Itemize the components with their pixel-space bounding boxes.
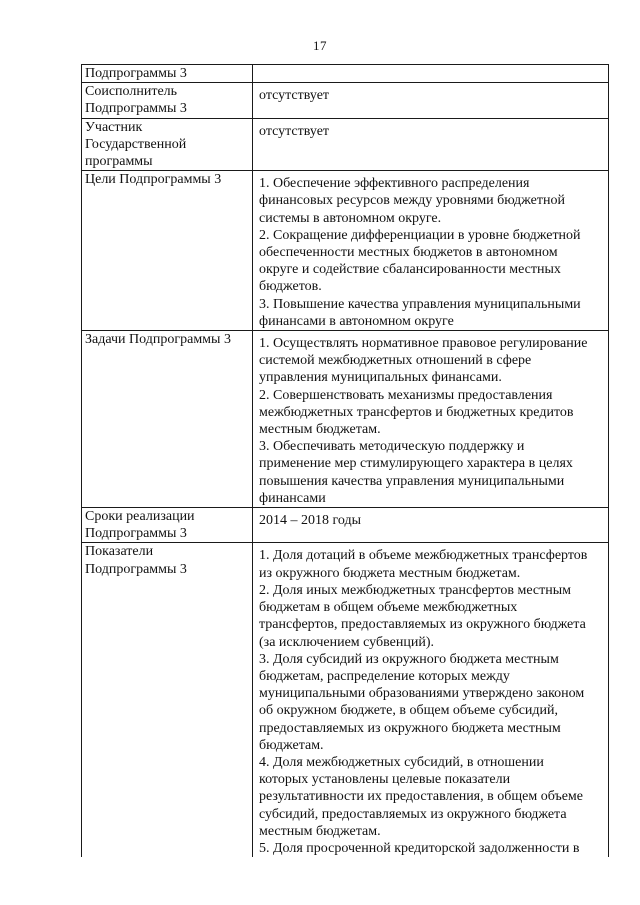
- label-line: Показатели: [85, 544, 154, 560]
- value-line: 3. Доля субсидий из окружного бюджета местным: [259, 651, 559, 667]
- value-line: которых установлены целевые показатели: [259, 772, 511, 788]
- value-line: 5. Доля просроченной кредиторской задолженности в: [259, 840, 580, 856]
- value-line: отсутствует: [259, 88, 330, 104]
- value-cell: [253, 171, 609, 331]
- value-line: из окружного бюджета местным бюджетам.: [259, 565, 521, 581]
- value-line: отсутствует: [259, 123, 330, 139]
- row-indicators: [82, 543, 609, 857]
- label-line: Задачи Подпрограммы 3: [85, 332, 231, 348]
- label-cell: [82, 83, 253, 118]
- value-line: применение мер стимулирующего характера в целях: [259, 456, 573, 472]
- label-line: Подпрограммы 3: [85, 561, 187, 577]
- value-line: повышения качества управления муниципальными: [259, 473, 565, 489]
- label-line: Сроки реализации: [85, 509, 195, 525]
- value-line: (за исключением субвенций).: [259, 634, 434, 650]
- label-cell: [82, 65, 253, 83]
- value-line: результативности их предоставления, в общем объеме: [259, 789, 584, 805]
- row-goals: [82, 171, 609, 331]
- value-line: 3. Обеспечивать методическую поддержку и: [259, 439, 525, 455]
- label-line: Участник: [85, 119, 143, 135]
- value-line: 1. Обеспечение эффективного распределения: [259, 176, 530, 192]
- value-cell: [253, 65, 609, 83]
- row-tasks: [82, 331, 609, 508]
- value-line: местным бюджетам.: [259, 823, 381, 839]
- value-line: муниципальными образованиями утверждено законом: [259, 686, 585, 702]
- value-cell: [253, 331, 609, 508]
- value-line: системой межбюджетных отношений в сфере: [259, 353, 532, 369]
- label-line: Подпрограммы 3: [85, 66, 187, 81]
- value-cell: [253, 543, 609, 857]
- value-line: предоставляемых из окружного бюджета местным: [259, 720, 561, 736]
- value-cell: [253, 508, 609, 543]
- value-cell: [253, 118, 609, 171]
- value-line: субсидий, предоставляемых из окружного бюджета: [259, 806, 567, 822]
- value-line: финансами в автономном округе: [259, 313, 454, 329]
- value-line: бюджетам.: [259, 737, 324, 753]
- value-line: 1. Доля дотаций в объеме межбюджетных трансфертов: [259, 548, 588, 564]
- label-cell: [82, 331, 253, 508]
- row-participant: [82, 118, 609, 171]
- value-line: бюджетам в общем объеме межбюджетных: [259, 600, 518, 616]
- value-line: системы в автономном округе.: [259, 210, 442, 226]
- table-body: [82, 65, 609, 858]
- value-line: 1. Осуществлять нормативное правовое регулирование: [259, 336, 588, 352]
- value-line: трансфертов, предоставляемых из окружного бюджета: [259, 617, 586, 633]
- value-line: финансами: [259, 490, 326, 506]
- label-line: Цели Подпрограммы 3: [85, 172, 222, 188]
- label-cell: [82, 508, 253, 543]
- value-line: бюджетов.: [259, 279, 322, 295]
- label-line: Подпрограммы 3: [85, 101, 187, 117]
- row-implementation-period: [82, 508, 609, 543]
- label-line: Соисполнитель: [85, 84, 178, 100]
- page-number: 17: [313, 38, 327, 53]
- value-line: обеспеченности местных бюджетов в автономном: [259, 245, 558, 261]
- label-line: программы: [85, 154, 153, 170]
- row-subprogram-header: [82, 65, 609, 83]
- value-line: об окружном бюджете, в общем объеме субсидий,: [259, 703, 559, 719]
- value-line: округе и содействие сбалансированности местных: [259, 262, 561, 278]
- program-passport-table: [81, 64, 609, 857]
- value-line: 2. Совершенствовать механизмы предоставления: [259, 387, 553, 403]
- value-cell: [253, 83, 609, 118]
- value-line: управления муниципальных финансами.: [259, 370, 502, 386]
- value-line: 2014 – 2018 годы: [259, 513, 362, 529]
- label-cell: [82, 543, 253, 857]
- label-cell: [82, 118, 253, 171]
- label-cell: [82, 171, 253, 331]
- value-line: бюджетам, распределение которых между: [259, 668, 510, 684]
- value-line: межбюджетных трансфертов и бюджетных кредитов: [259, 404, 574, 420]
- row-co-executor: [82, 83, 609, 118]
- value-line: 3. Повышение качества управления муниципальными: [259, 296, 581, 312]
- value-line: 2. Сокращение дифференциации в уровне бюджетной: [259, 227, 581, 243]
- label-line: Государственной: [85, 136, 187, 152]
- label-line: Подпрограммы 3: [85, 526, 187, 542]
- value-line: местным бюджетам.: [259, 422, 381, 438]
- value-line: финансовых ресурсов между уровнями бюджетной: [259, 193, 565, 209]
- value-line: 2. Доля иных межбюджетных трансфертов местным: [259, 582, 571, 598]
- value-line: 4. Доля межбюджетных субсидий, в отношении: [259, 754, 544, 770]
